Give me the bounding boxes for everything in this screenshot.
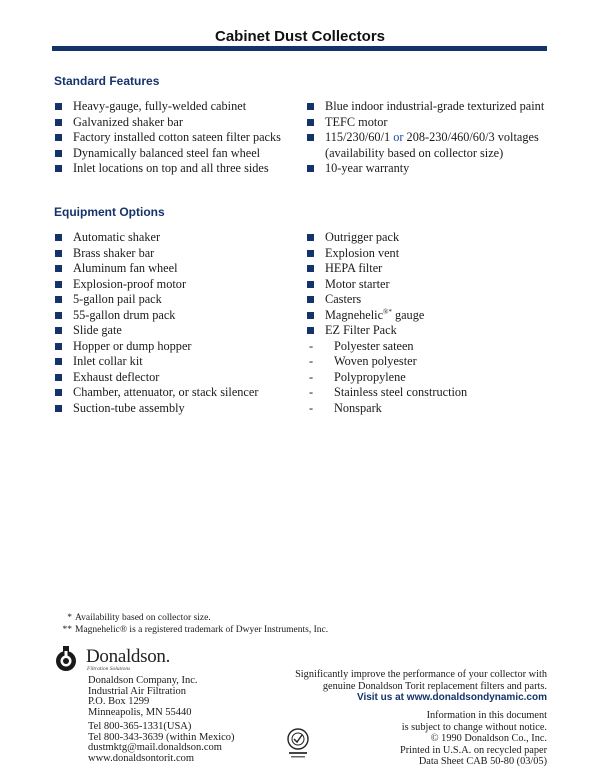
- bullet-icon: [55, 343, 62, 350]
- bullet-icon: [55, 296, 62, 303]
- list-item: Exhaust deflector: [55, 370, 258, 386]
- promo-line: genuine Donaldson Torit replacement filters and parts.: [322, 680, 547, 692]
- list-item: Casters: [307, 292, 467, 308]
- sub-list-item: - Nonspark: [309, 400, 382, 415]
- standard-features-left-list: [55, 99, 281, 177]
- footnote: * Availability based on collector size.: [67, 613, 211, 623]
- email-address: dustmktg@mail.donaldson.com: [88, 742, 222, 754]
- list-item: Outrigger pack: [307, 230, 467, 246]
- list-item: HEPA filter: [307, 261, 467, 277]
- bullet-icon: [307, 327, 314, 334]
- website: www.donaldsontorit.com: [88, 752, 195, 764]
- list-item: Brass shaker bar: [55, 246, 258, 262]
- list-item: Factory installed cotton sateen filter packs: [55, 130, 281, 146]
- bullet-icon: [55, 134, 62, 141]
- list-item-voltages: 115/230/60/1 or 208-230/460/60/3 voltages: [307, 130, 544, 146]
- bullet-icon: [55, 358, 62, 365]
- list-item: Galvanized shaker bar: [55, 115, 281, 131]
- page-title: Cabinet Dust Collectors: [214, 28, 386, 45]
- list-item: TEFC motor: [307, 115, 544, 131]
- bullet-icon: [55, 281, 62, 288]
- footnotes: [58, 612, 328, 636]
- list-item: Dynamically balanced steel fan wheel: [55, 146, 281, 162]
- list-item: 5-gallon pail pack: [55, 292, 258, 308]
- phone-usa: Tel 800-365-1331(USA): [88, 720, 192, 732]
- list-item: Aluminum fan wheel: [55, 261, 258, 277]
- city-line: Minneapolis, MN 55440: [88, 707, 192, 719]
- equipment-options-heading: Equipment Options: [54, 205, 165, 219]
- bullet-icon: [307, 134, 314, 141]
- copyright: © 1990 Donaldson Co., Inc.: [430, 733, 547, 744]
- title-rule: [52, 46, 547, 51]
- sub-list-item: - Stainless steel construction: [309, 385, 468, 399]
- list-item-note: (availability based on collector size): [325, 145, 504, 160]
- list-item: 55-gallon drum pack: [55, 308, 258, 324]
- list-item: Hopper or dump hopper: [55, 339, 258, 355]
- sub-list-item: - Woven polyester: [309, 354, 417, 368]
- list-item: Inlet locations on top and all three sides: [55, 161, 281, 177]
- logo-tagline: Filtration Solutions: [87, 666, 131, 672]
- bullet-icon: [307, 250, 314, 257]
- bullet-icon: [55, 234, 62, 241]
- list-item: Explosion vent: [307, 246, 467, 262]
- info-line: Information in this document: [426, 710, 547, 721]
- footnote: ** Magnehelic® is a registered trademark of Dwyer Instruments, Inc.: [62, 625, 329, 635]
- list-item-magnehelic: Magnehelic®* gauge: [307, 308, 467, 324]
- bullet-icon: [55, 405, 62, 412]
- list-item: Chamber, attenuator, or stack silencer: [55, 385, 258, 401]
- bullet-icon: [55, 389, 62, 396]
- division-name: Industrial Air Filtration: [88, 685, 186, 697]
- bullet-icon: [55, 327, 62, 334]
- bullet-icon: [307, 312, 314, 319]
- standard-features-right-list: [307, 99, 544, 177]
- bullet-icon: [55, 374, 62, 381]
- logo-wordmark: Donaldson.: [86, 646, 171, 667]
- list-item: Slide gate: [55, 323, 258, 339]
- po-box: P.O. Box 1299: [88, 696, 150, 708]
- bullet-icon: [307, 119, 314, 126]
- list-item: Heavy-gauge, fully-welded cabinet: [55, 99, 281, 115]
- list-item: Motor starter: [307, 277, 467, 293]
- bullet-icon: [55, 103, 62, 110]
- bullet-icon: [55, 312, 62, 319]
- phone-mexico: Tel 800-343-3639 (within Mexico): [88, 731, 235, 743]
- bullet-icon: [307, 165, 314, 172]
- info-line: is subject to change without notice.: [401, 721, 547, 733]
- printed-note: Printed in U.S.A. on recycled paper: [400, 744, 547, 756]
- equipment-options-right-list: [307, 230, 467, 416]
- bullet-icon: [55, 150, 62, 157]
- list-item: 10-year warranty: [307, 161, 544, 177]
- promo-line: Significantly improve the performance of your collector with: [295, 669, 547, 680]
- bullet-icon: [307, 281, 314, 288]
- list-item: Automatic shaker: [55, 230, 258, 246]
- bullet-icon: [55, 250, 62, 257]
- sub-list-item: - Polypropylene: [309, 369, 406, 384]
- document-info: [400, 710, 547, 768]
- bullet-icon: [307, 234, 314, 241]
- visit-link[interactable]: Visit us at www.donaldsondynamic.com: [356, 692, 547, 703]
- company-name: Donaldson Company, Inc.: [88, 675, 198, 686]
- bullet-icon: [55, 165, 62, 172]
- standard-features-heading: Standard Features: [54, 74, 160, 88]
- list-item: Explosion-proof motor: [55, 277, 258, 293]
- datasheet-id: Data Sheet CAB 50-80 (03/05): [418, 756, 547, 767]
- iso-certification-seal-icon: [286, 728, 310, 760]
- donaldson-logo-icon: [54, 646, 78, 674]
- bullet-icon: [307, 265, 314, 272]
- promo-text: [295, 669, 547, 704]
- list-item: Suction-tube assembly: [55, 401, 258, 417]
- bullet-icon: [55, 265, 62, 272]
- list-item: Blue indoor industrial-grade texturized paint: [307, 99, 544, 115]
- company-address: [88, 676, 235, 765]
- equipment-options-left-list: [55, 230, 258, 416]
- bullet-icon: [307, 103, 314, 110]
- list-item-ez-filter: EZ Filter Pack: [307, 323, 467, 339]
- sub-list-item: - Polyester sateen: [309, 338, 414, 353]
- bullet-icon: [307, 296, 314, 303]
- bullet-icon: [55, 119, 62, 126]
- list-item: Inlet collar kit: [55, 354, 258, 370]
